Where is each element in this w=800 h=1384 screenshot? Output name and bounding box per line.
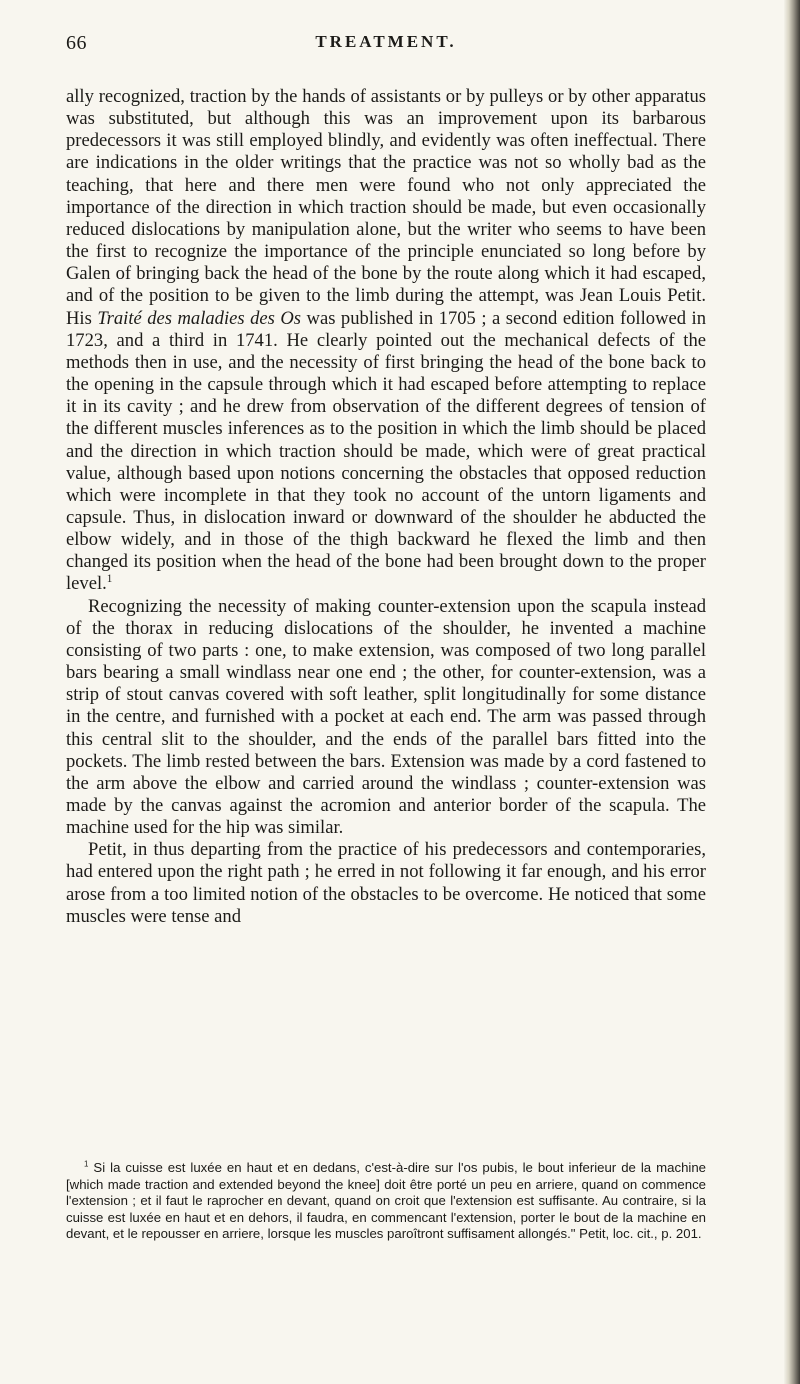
paragraph: Petit, in thus departing from the practice of his predecessors and contemporaries, had entered upon the right path ; he erred in not following it far enough, and his error arose from a too limited notion of the obstacles to be overcome. He noticed that some muscles were tense and — [66, 839, 706, 927]
page-number: 66 — [66, 32, 87, 54]
paragraph-text: ally recognized, traction by the hands of assistants or by pulleys or by other apparatus was substituted, but although this was an improvement upon its barbarous predecessors it was still employed blindly, and evidently was often ineffectual. There are indications in the older writings that the practice was not so wholly bad as the teaching, that here and there men were found who not only appreciated the importance of the direction in which traction should be made, but even occasionally reduced dislocations by manipulation alone, but the writer who seems to have been the first to recognize the importance of the principle enunciated so long before by Galen of bringing back the head of the bone by the route along which it had escaped, and of the position to be given to the limb during the attempt, was Jean Louis Petit. His — [66, 86, 706, 329]
book-title: Traité des maladies des Os — [97, 307, 302, 329]
footnote-marker: 1 — [84, 1159, 89, 1169]
page-header — [66, 32, 706, 58]
body-text — [66, 86, 706, 928]
running-title: TREATMENT. — [315, 32, 457, 51]
book-spine-edge — [784, 0, 800, 1384]
footnote-text: Si la cuisse est luxée en haut et en dedans, c'est-à-dire sur l'os pubis, le bout inferieur de la machine [which made traction and extended beyond the knee] doit être porté un peu en arriere, quand on commence l'extension ; et il faut le raprocher en devant, quand on croit que l'extension est suffisante. Au contraire, si la cuisse est luxée en haut et en dehors, il faudra, en commencant l'extension, porter le bout de la machine en devant, et le repousser en arriere, lorsque les muscles paroîtront suffisament allongés." Petit, loc. cit., p. 201. — [66, 1160, 706, 1241]
paragraph-text: was published in 1705 ; a second edition followed in 1723, and a third in 1741. He clearly pointed out the mechanical defects of the methods then in use, and the necessity of first bringing the head of the bone back to the opening in the capsule through which it had escaped before attempting to replace it in its cavity ; and he drew from observation of the different degrees of tension of the different muscles inferences as to the position in which the limb should be placed and the direction in which traction should be made, which were of great practical value, although based upon notions concerning the obstacles that opposed reduction which were incomplete in that they took no account of the untorn ligaments and capsule. Thus, in dislocation inward or downward of the shoulder he abducted the elbow widely, and in those of the thigh backward he flexed the limb and then changed its position when the head of the bone had been brought down to the proper level. — [66, 307, 706, 595]
paragraph — [66, 86, 706, 596]
footnote — [66, 1160, 706, 1243]
paragraph: Recognizing the necessity of making counter-extension upon the scapula instead of the thorax in reducing dislocations of the shoulder, he invented a machine consisting of two parts : one, to make extension, was composed of two long parallel bars bearing a small windlass near one end ; the other, for counter-extension, was a strip of stout canvas covered with soft leather, split longitudinally for some distance in the centre, and furnished with a pocket at each end. The arm was passed through this central slit to the shoulder, and the ends of the parallel bars fitted into the pockets. The limb rested between the bars. Extension was made by a cord fastened to the arm above the elbow and carried around the windlass ; counter-extension was made by the canvas against the acromion and anterior border of the scapula. The machine used for the hip was similar. — [66, 595, 706, 839]
footnote-reference: 1 — [106, 573, 113, 586]
